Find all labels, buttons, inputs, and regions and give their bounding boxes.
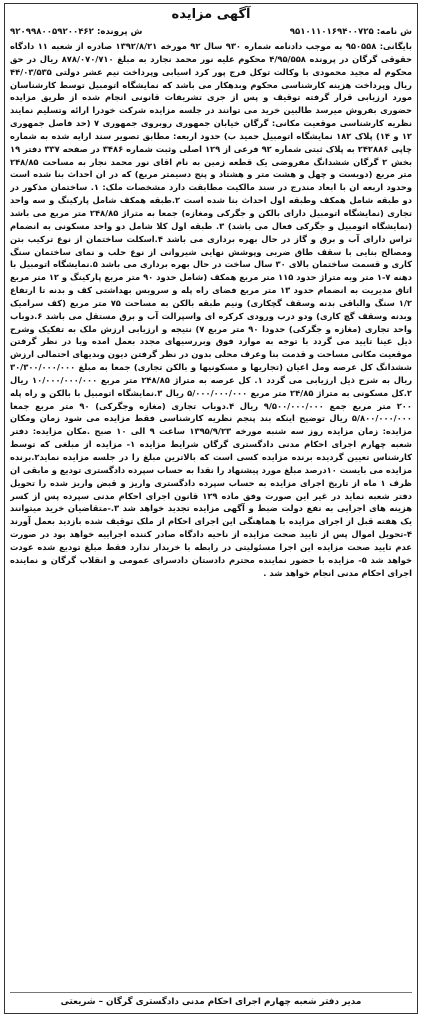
notice-body: بایگانی: ۹۵۰۵۵۸ به موجب دادنامه شماره ۹۳۰ سال ۹۲ مورخه ۱۳۹۲/۸/۲۱ صادره از شعبه ۱۱ دادگاه حقوقی گرگان در پرونده ۴/۹۵/۵۵۸ محکوم علیه نور محمد نجارد به مبلغ ۸۷۸/۰۷۰/۷۱۰ ریال در حق محکوم له مجید محمودی با وکالت توکل فرج پور کرد اسیابی وپرداخت نیم عشر دولتی ۴۴/۰۳/۵۳۵ ریال وپرداخت هزینه کارشناسی محکوم وبدهکار می باشد که نمایشگاه اتومبیل توسط کارشناسان مورد ارزیابی قرار گرفته توقیف و پس از جری تشریفات قانونی انجام شده از طریق مزایده حضوری بفروش میرسد طالبین خرید می توانند در جلسه مزایده شرکت خودرا ارائه وتسلیم نمایند نظریه کارشناسی موقعیت مکانی: گرگان خیابان جمهوری روبروی جمهوری ۷ (حد فاصل جمهوری ۱۲ و ۱۴) پلاک ۱۸۲ نمایشگاه اتومبیل حمید ب) حدود اربعه: مطابق تصویر سند ارایه شده به شماره چاپی ۲۴۲۸۸۶ به پلاک ثبتی شماره ۹۲ فرعی از ۱۲۹ اصلی وثبت شماره ۳۴۸۶ در صفحه ۳۳۷ دفتر ۱۹ بخش ۲ گرگان ششدانگ مفروضی یک قطعه زمین به نام اقای نور محمد نجار به مساحت ۲۴۸/۸۵ متر مربع (دویست و چهل و هشت متر و هشتاد و پنج دسیمتر مربع) که در ان احداث بنا شده است وحدود اربعه ان با ابعاد مندرج در سند مالکیت مطابقت دارد مشخصات ملک: ۱. ساختمان مذکور در دو طبقه شامل همکف وطبقه اول احداث بنا شده است ۲.طبقه همکف شامل پارکینگ و سه واحد تجاری (نمایشگاه اتومبیل دارای بالکن و جگرکی ومغازه) جمعا به متراژ ۲۴۸/۸۵ متر مربع می باشد (نمایشگاه اتومبیل و جگرکی فعال می باشد) ۳. طبقه اول کلا شامل دو واحد مسکونی به انضمام تراس دارای آب و برق و گاز در حال بهره برداری می باشد ۴.اسکلت ساختمان از نوع ترکیب بتن ومصالح بنایی با سقف طاق ضربی وپوشش نهایی شیروانی از نوع حلب و نمای ساختمان سنگ کاری و قسمت ساختمان بالای ۳۰ سال ساخت در حال بهره برداری می باشد ۵.نمایشگاه اتومبیل با دهنه ۷-۱ متر وبه متراژ حدود ۱۱۵ متر مربع همکف (شامل حدود ۹۰ متر مربع پارکینگ و ۱۲ متر مربع اتاق مدیریت به انضمام حدود ۱۳ متر مربع فضای راه پله و سرویس بهداشتی کف و بدنه تا ارتفاع ۱/۲ سنگ والباقی بدنه وسقف گچکاری) ونیم طبقه بالکن به مساحت ۷۵ متر مربع (کف سرامیک وبدنه وسقف گچ کاری) ودو درب ورودی کرکره ای واسپرالت آب و برق مستقل می باشد ۶.دوباب واحد تجاری (مغازه و جگرکی) حدودا ۹۰ متر مربع ۷) نتیجه و ارزیابی ارزش ملک به تفکیک وشرح ذیل عینا تایید می گردد با توجه به موارد فوق وبررسیهای مجدد بعمل امده وبا در نظر گرفتن موقعیت مکانی مساحت و قدمت بنا وعرف محلی بدون در نظر گرفتن دیون وبدیهای احتمالی ارزش ششدانگ کل عرصه ومل اعیان (تجاریها و مسکونیها و بالکن تجاری) جمعا به مبلغ ۳۰/۳۰۰/۰۰۰/۰۰۰ ریال به شرح ذیل ارزیابی می گردد ۱. کل عرصه به متراژ ۲۴۸/۸۵ متر مربع ۱۰/۰۰۰/۰۰۰/۰۰۰ ریال ۲.کل مسکونی به متراژ ۲۴/۸۵ متر مربع ۵/۰۰۰/۰۰۰/۰۰۰ ریال ۳.نمایشگاه اتومبیل با بالکن و راه پله ۲۰۰ متر مربع جمع ۹/۵۰۰/۰۰۰/۰۰۰ ریال ۴.دوباب تجاری (مغازه وجگرکی) ۹۰ متر مربع جمعا ۵/۸۰۰/۰۰۰/۰۰۰ ریال توضیح اینکه بند پنجم نظریه کارشناسی فقط مزایده می شود زمان ومکان مزایده: زمان مزایده روز سه شنبه مورخه ۱۳۹۵/۹/۲۳ ساعت ۹ الی ۱۰ صبح .مکان مزایده: دفتر شعبه چهارم اجرای احکام مدنی دادگستری گرگان شرایط مزایده ۱- مزایده از مبلغی که توسط کارشناس تعیین گردیده برنده مزایده کسی است که بالاترین مبلغ را در جلسه مزایده نماید۲.برنده مزایده می بایست ۱۰درصد مبلغ مورد پیشنهاد را نقدا به حساب سپرده دادگستری تودیع و مابقی ان ظرف ۱ ماه از تاریخ اجرای مزایده به حساب سپرده دادگستری واریز و قبض واریز شده را تحویل دفتر شعبه نماید در غیر این صورت وفق ماده ۱۲۹ قانون اجرای احکام مدنی سپرده پس از کسر هزینه های اجرایی به نفع دولت ضبط و آگهی مزایده تجدید خواهد شد ۳.-متقاضیان خرید میتوانند یک هفته قبل از اجرای مزایده با هماهنگی این اجرای احکام از ملک توقیف شده بازدید بعمل آورند ۴-تحویل اموال پس از تایید صحت مزایده از ناحیه دادگاه صادر کننده اجراییه خواهد بود در صورت عدم تایید صحت مزایده این اجرا مسئولیتی در رابطه با خریدار ندارد فقط مبلغ تودیع شده عودت خواهد شد ۵- مزایده با حضور نماینده محترم دادستان دادسرای عمومی و انقلاب گرگان و نماینده اجرای احکام مدنی انجام خواهد شد . — [10, 41, 412, 578]
case-number: ۹۵۱۰۱۱۰۱۶۹۴۰۰۷۲۵ — [289, 27, 374, 37]
case-number-group — [290, 26, 412, 39]
file-number-group — [10, 26, 142, 39]
notice-title: آگهی مزایده — [171, 7, 251, 22]
case-number-label: ش نامه: — [376, 27, 412, 37]
file-number-label: ش پرونده: — [96, 27, 143, 37]
file-number: ۹۲۰۹۹۸۰۰۵۹۲۰۰۴۶۲ — [10, 27, 94, 37]
notice-frame — [4, 3, 418, 1014]
notice-header-row — [10, 26, 412, 39]
notice-signature: مدیر دفتر شعبه چهارم اجرای احکام مدنی دادگستری گرگان – شریعتی — [10, 992, 412, 1009]
